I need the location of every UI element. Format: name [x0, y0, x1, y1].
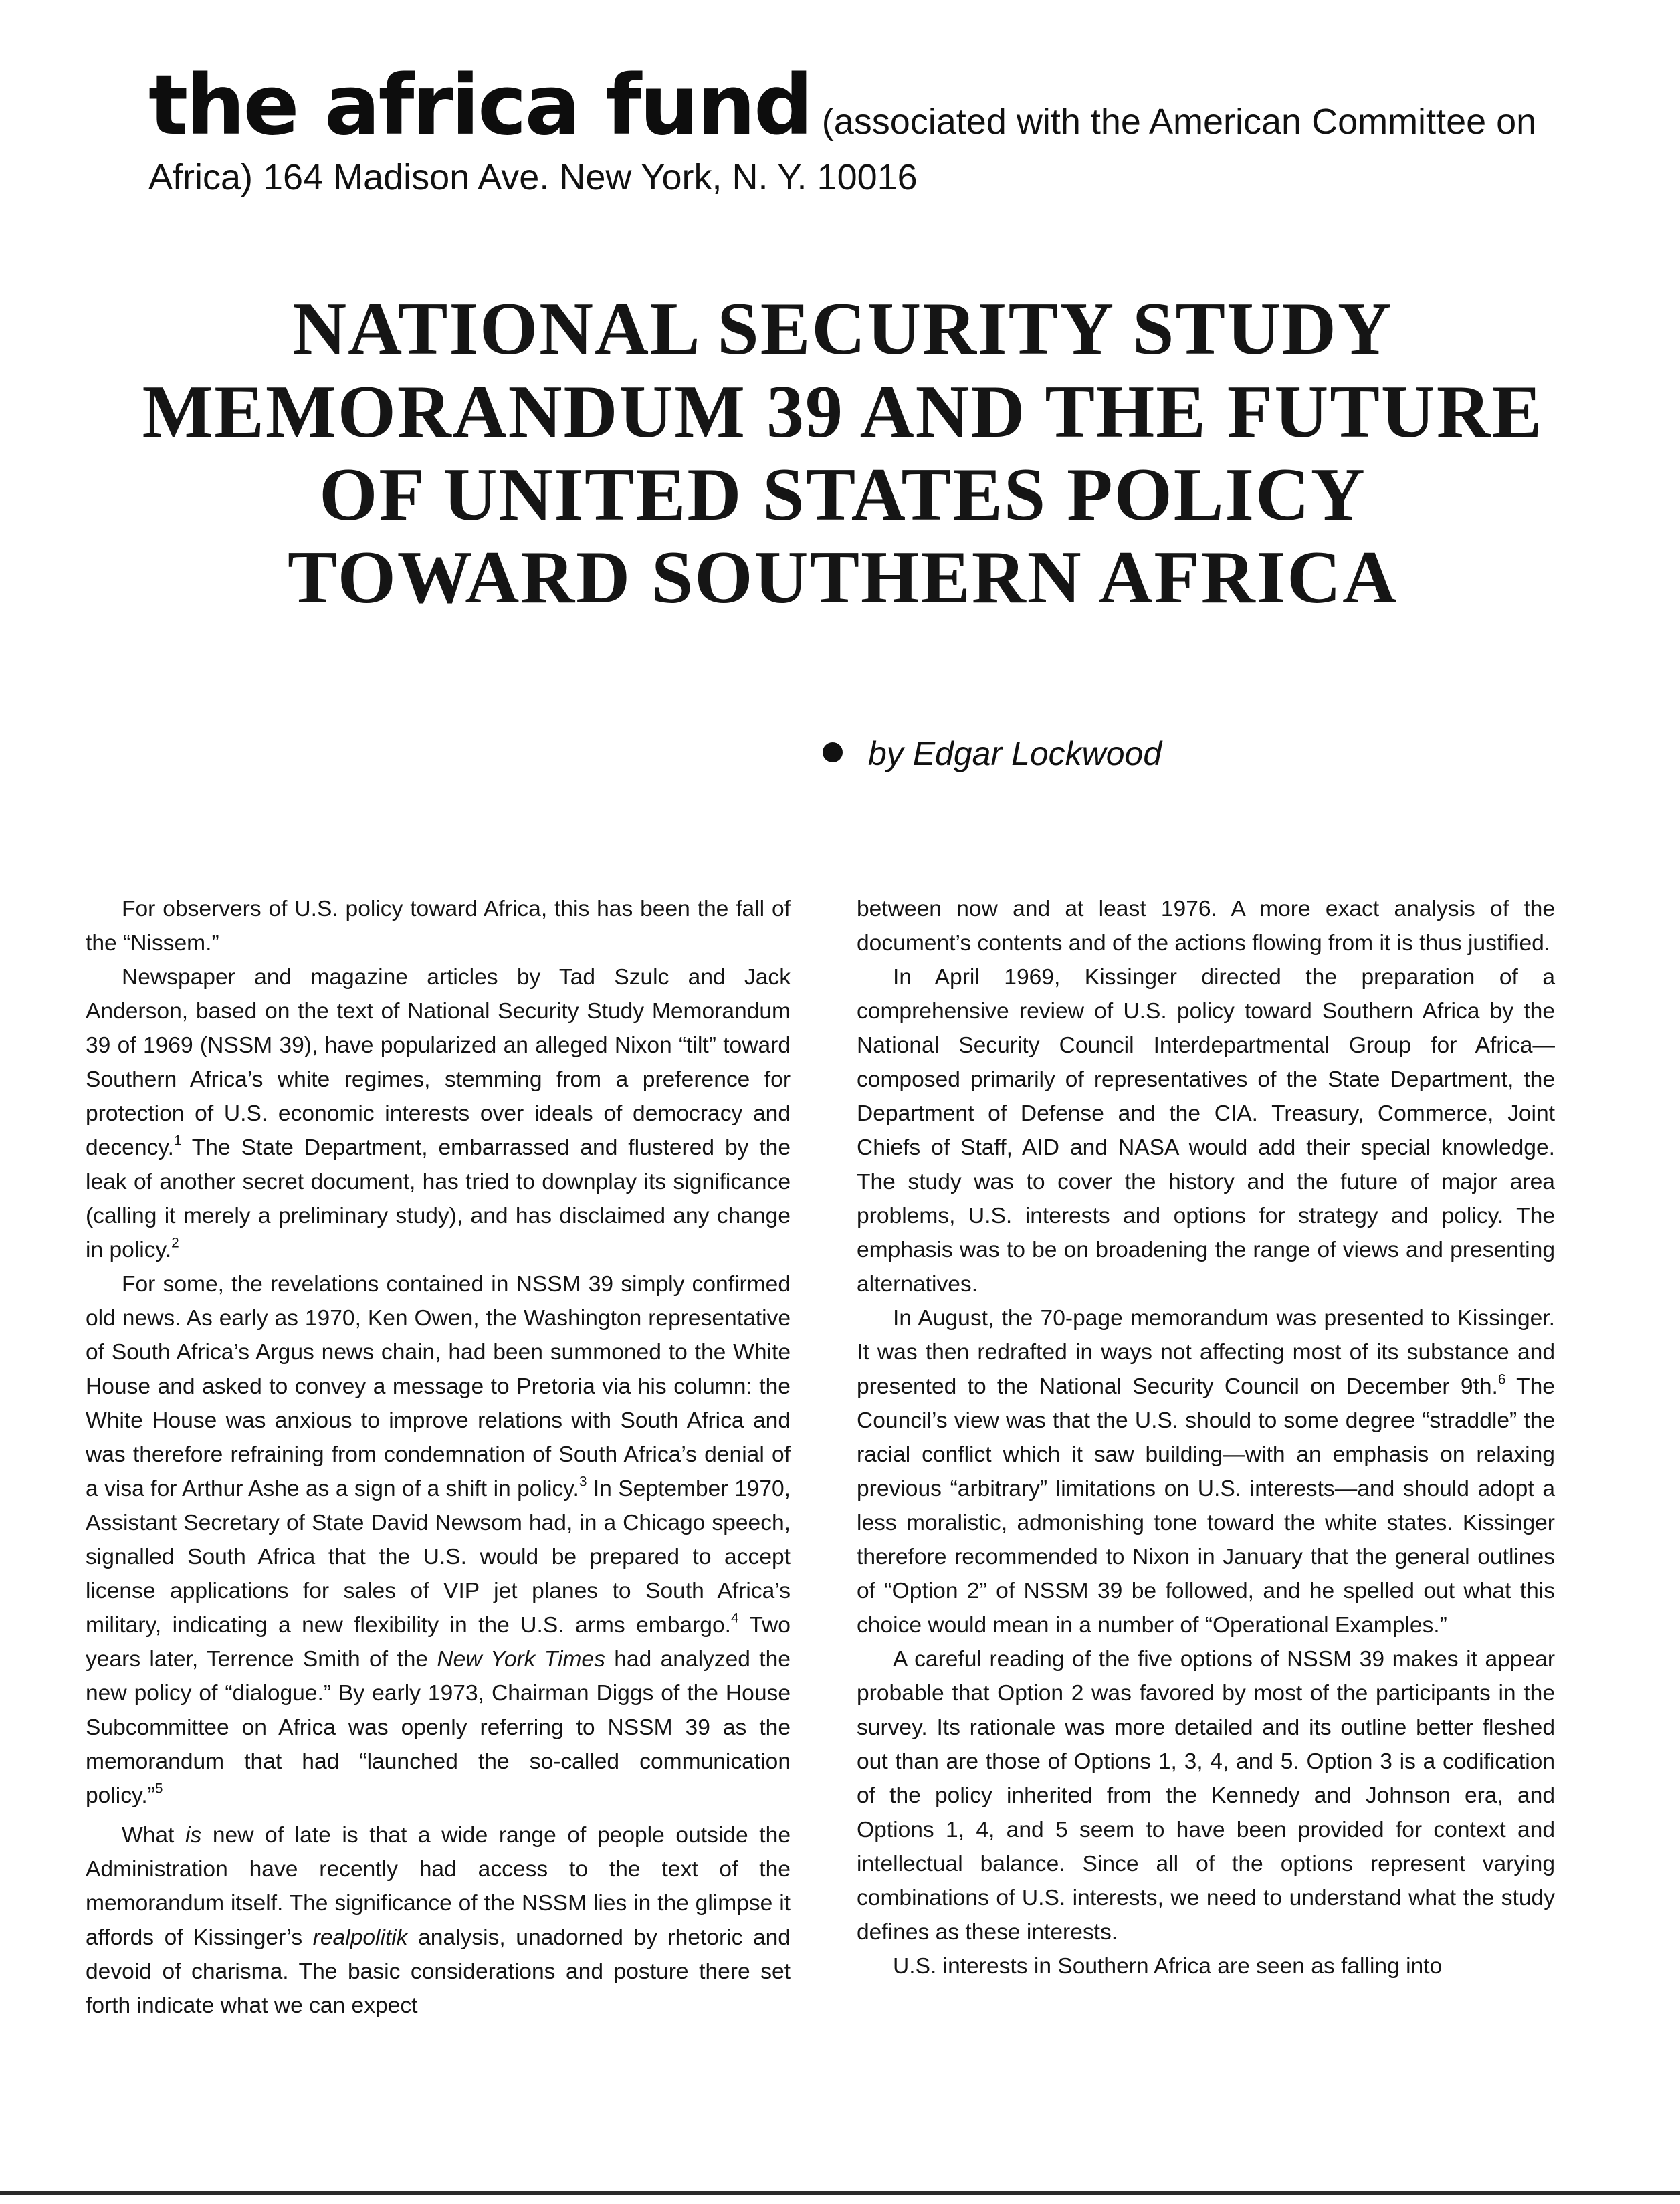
paragraph-text: What	[122, 1823, 185, 1848]
footnote-ref: 1	[173, 1133, 182, 1149]
title-line-4: TOWARD SOUTHERN AFRICA	[288, 536, 1398, 619]
paragraph	[86, 1267, 791, 1813]
left-column	[86, 892, 791, 2023]
paragraph-text: In August, the 70-page memorandum was presented to Kissinger. It was then redrafted in ways not affecting most of its substance and presented to the National Security Council on December 9th.	[857, 1306, 1555, 1399]
title-line-3: OF UNITED STATES POLICY	[319, 453, 1366, 536]
paragraph-text: The Council’s view was that the U.S. should to some degree “straddle” the racial conflict which it saw building—with an emphasis on relaxing previous “arbitrary” limitations on U.S. interests—and should adopt a less moralistic, admonishing tone toward the white states. Kissinger therefore recommended to Nixon in January that the general outlines of “Option 2” of NSSM 39 be followed, and he spelled out what this choice would mean in a number of “Operational Examples.”	[857, 1374, 1555, 1638]
paragraph-text: had analyzed the new policy of “dialogue.” By early 1973, Chairman Diggs of the House Subcommittee on Africa was openly referring to NSSM 39 as the memorandum that had “launched the so-called communication policy.”	[86, 1647, 791, 1808]
organization-address: Africa) 164 Madison Ave. New York, N. Y. 10016	[148, 157, 918, 197]
paragraph	[857, 1301, 1555, 1642]
paragraph: A careful reading of the five options of NSSM 39 makes it appear probable that Option 2 was favored by most of the participants in the survey. Its rationale was more detailed and its outline better fleshed out than are those of Options 1, 3, 4, and 5. Option 3 is a codification of the policy inherited from the Kennedy and Johnson era, and Options 1, 4, and 5 seem to have been provided for context and intellectual balance. Since all of the options represent varying combinations of U.S. interests, we need to understand what the study defines as these interests.	[857, 1647, 1555, 1945]
masthead-line	[148, 58, 1566, 154]
paragraph: In April 1969, Kissinger directed the preparation of a comprehensive review of U.S. policy toward Southern Africa by the National Security Council Interdepartmental Group for Africa—composed primarily of representatives of the State Department, the Department of Defense and the CIA. Treasury, Commerce, Joint Chiefs of Staff, AID and NASA would add their special knowledge. The study was to cover the history and the future of major area problems, U.S. interests and options for strategy and policy. The emphasis was to be on broadening the range of views and presenting alternatives.	[857, 965, 1555, 1297]
paragraph-text: Newspaper and magazine articles by Tad Szulc and Jack Anderson, based on the text of National Security Study Memorandum 39 of 1969 (NSSM 39), have popularized an alleged Nixon “tilt” toward Southern Africa’s white regimes, stemming from a preference for protection of U.S. economic interests over ideals of democracy and decency.	[86, 965, 791, 1160]
paragraph-text: For some, the revelations contained in NSSM 39 simply confirmed old news. As early as 1970, Ken Owen, the Washington representative of South Africa’s Argus news chain, had been summoned to the White House and asked to convey a message to Pretoria via his column: the White House was anxious to improve relations with South Africa and was therefore refraining from condemnation of South Africa’s denial of a visa for Arthur Ashe as a sign of a shift in policy.	[86, 1272, 791, 1501]
author-name: by Edgar Lockwood	[868, 735, 1162, 772]
paragraph: U.S. interests in Southern Africa are seen as falling into	[893, 1954, 1443, 1979]
right-column	[857, 892, 1555, 1983]
paragraph-text: The State Department, embarrassed and flustered by the leak of another secret document, has tried to downplay its significance (calling it merely a preliminary study), and has disclaimed any change in policy.	[86, 1135, 791, 1262]
article-title	[80, 288, 1605, 619]
title-line-1: NATIONAL SECURITY STUDY	[292, 288, 1393, 370]
bottom-rule	[0, 2191, 1680, 2195]
byline	[823, 734, 1162, 773]
paragraph-text: Two years later, Terrence Smith of the	[86, 1613, 791, 1672]
footnote-ref: 5	[154, 1781, 163, 1797]
paragraph-text: new of late is that a wide range of people outside the Administration have recently had access to the text of the memorandum itself. The significance of the NSSM lies in the glimpse it affords of Kissinger’s	[86, 1823, 791, 1950]
paragraph: For observers of U.S. policy toward Africa, this has been the fall of the “Nissem.”	[86, 897, 791, 956]
emphasis: realpolitik	[312, 1925, 408, 1950]
title-line-2: MEMORANDUM 39 AND THE FUTURE	[142, 370, 1544, 453]
organization-association: (associated with the American Committee on	[821, 102, 1537, 142]
footnote-ref: 3	[579, 1474, 587, 1490]
footnote-ref: 2	[171, 1235, 179, 1251]
organization-name: the africa fund	[148, 58, 811, 154]
paragraph-text: In September 1970, Assistant Secretary of State David Newsom had, in a Chicago speech, signalled South Africa that the U.S. would be prepared to accept license applications for sales of VIP jet planes to South Africa’s military, indicating a new flexibility in the U.S. arms embargo.	[86, 1476, 791, 1638]
newspaper-title: New York Times	[437, 1647, 605, 1672]
masthead	[148, 58, 1566, 198]
paragraph-text: analysis, unadorned by rhetoric and devoid of charisma. The basic considerations and posture there set forth indicate what we can expect	[86, 1925, 791, 2018]
emphasis: is	[185, 1823, 202, 1848]
paragraph	[86, 1818, 791, 2023]
footnote-ref: 6	[1497, 1371, 1506, 1388]
bullet-icon	[823, 742, 843, 762]
paragraph: between now and at least 1976. A more exact analysis of the document’s contents and of the actions flowing from it is thus justified.	[857, 897, 1555, 956]
paragraph	[86, 960, 791, 1267]
footnote-ref: 4	[730, 1610, 739, 1626]
